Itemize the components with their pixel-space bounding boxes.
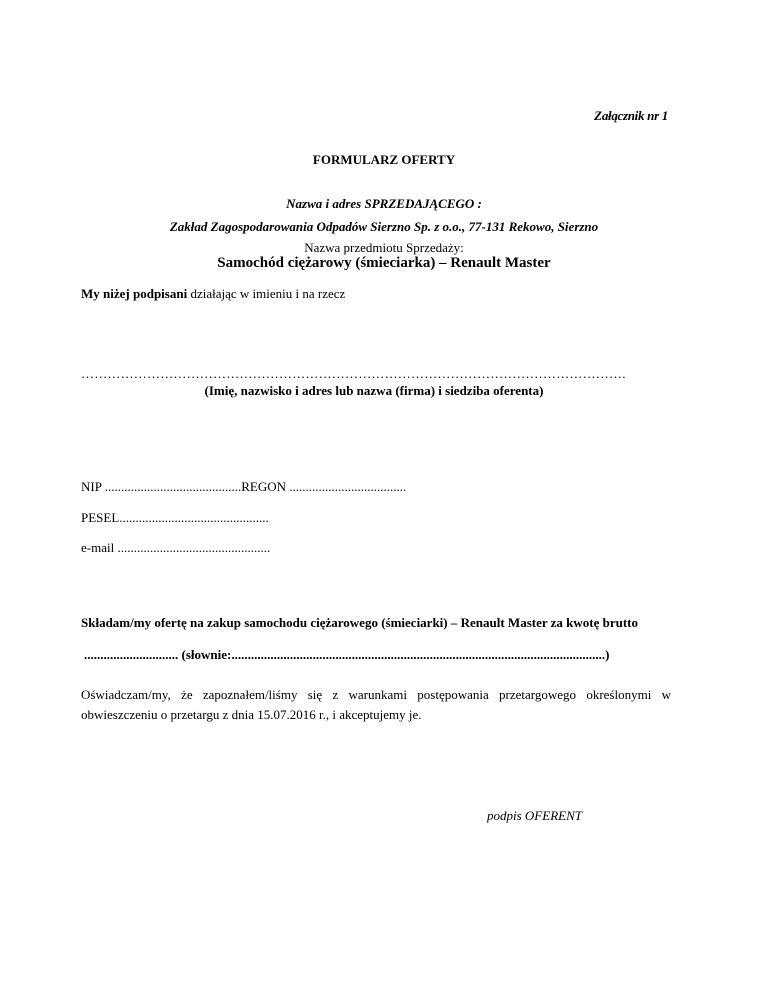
declaration-line-2: obwieszczeniu o przetargu z dnia 15.07.2016 r., i akceptujemy je.: [81, 707, 422, 722]
declaration-line-1: Oświadczam/my, że zapoznałem/liśmy się z warunkami postępowania przetargowego określonymi w: [81, 687, 671, 702]
offer-statement: Składam/my ofertę na zakup samochodu ciężarowego (śmieciarki) – Renault Master za kwotę brutto: [81, 615, 639, 630]
attachment-label: Załącznik nr 1: [594, 108, 668, 123]
seller-label: Nazwa i adres SPRZEDAJĄCEGO :: [286, 196, 482, 211]
subject-label: Nazwa przedmiotu Sprzedaży:: [304, 240, 464, 255]
form-title: FORMULARZ OFERTY: [312, 152, 456, 167]
bidder-caption: (Imię, nazwisko i adres lub nazwa (firma) i siedziba oferenta): [204, 383, 544, 398]
intro-line: [81, 286, 345, 302]
bidder-dotted-line[interactable]: …………………………………………………………………………………………………………….: [81, 366, 626, 381]
intro-rest: działając w imieniu i na rzecz: [187, 286, 346, 301]
email-field[interactable]: e-mail ...............................................: [81, 540, 271, 555]
intro-bold: My niżej podpisani: [81, 286, 188, 301]
seller-name: Zakład Zagospodarowania Odpadów Sierzno Sp. z o.o., 77-131 Rekowo, Sierzno: [169, 219, 599, 234]
signature-label: podpis OFERENT: [487, 808, 582, 823]
offer-amount-line[interactable]: ............................. (słownie:...................................................................................................................): [84, 647, 610, 662]
subject-name: Samochód ciężarowy (śmieciarka) – Renault Master: [217, 255, 551, 271]
pesel-field[interactable]: PESEL..............................................: [81, 510, 269, 525]
nip-regon-field[interactable]: NIP ..........................................REGON ....................................: [81, 479, 407, 494]
